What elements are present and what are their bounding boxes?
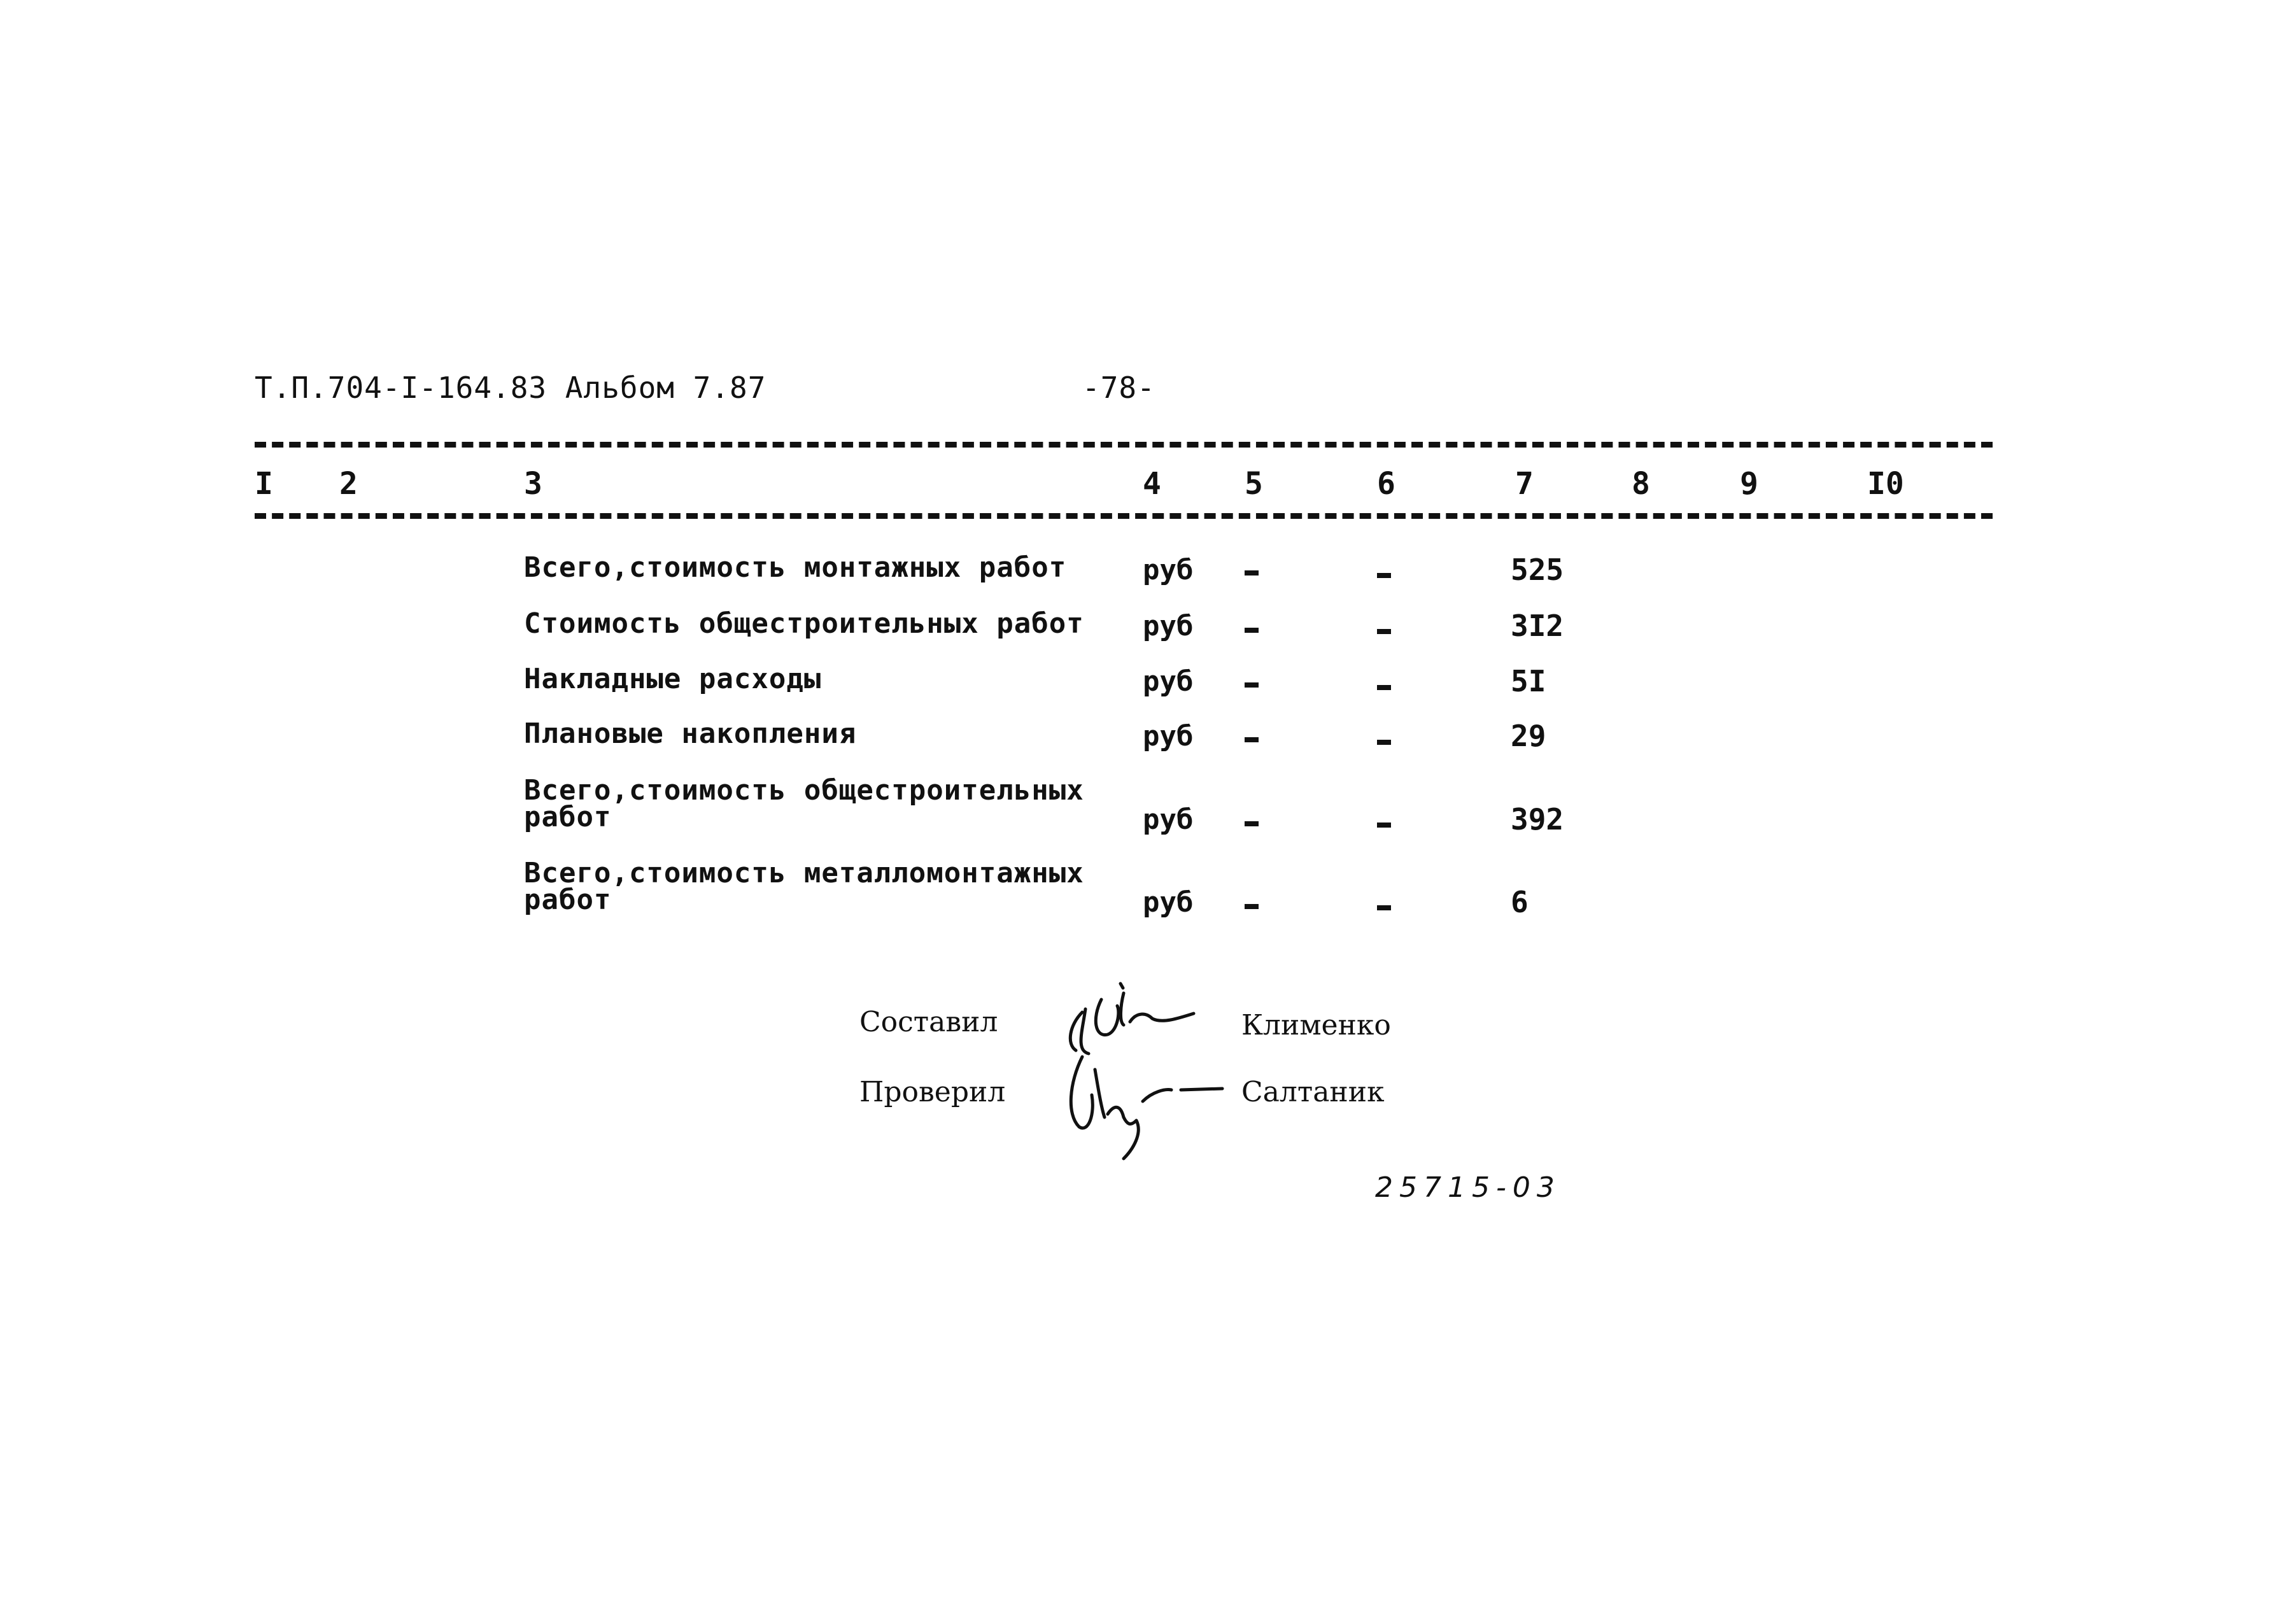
signature-checked [1057,1044,1235,1165]
row-unit: руб [1143,665,1194,698]
document-code: Т.П.704-I-164.83 Альбом 7.87 [255,371,766,405]
row-dash-col5 [1245,628,1259,633]
column-number: 8 [1632,466,1650,502]
column-number: 9 [1740,466,1758,502]
row-name-continued: работ [524,884,612,916]
row-unit: руб [1143,803,1194,836]
column-number: 5 [1245,466,1263,502]
column-number: 7 [1515,466,1534,502]
table-header-rule [255,513,1993,519]
column-number: I0 [1867,466,1904,502]
row-name-continued: работ [524,801,612,833]
row-name: Накладные расходы [524,663,822,695]
row-unit: руб [1143,886,1194,919]
row-dash-col5 [1245,737,1259,742]
row-value: 525 [1511,553,1564,587]
row-value: 29 [1511,719,1546,753]
table-top-rule [255,442,1993,448]
row-dash-col6 [1377,629,1391,634]
page-number: -78- [1082,371,1155,405]
row-dash-col6 [1377,740,1391,745]
row-dash-col6 [1377,685,1391,690]
row-name: Всего,стоимость монтажных работ [524,551,1067,584]
row-dash-col5 [1245,682,1259,688]
compiled-by-name: Клименко [1241,1009,1391,1041]
checked-by-name: Салтаник [1241,1076,1385,1108]
row-value: 3I2 [1511,609,1564,643]
row-name: Всего,стоимость металломонтажных [524,857,1084,889]
row-dash-col5 [1245,570,1259,575]
row-name: Стоимость общестроительных работ [524,607,1084,640]
column-number: I [255,466,273,502]
column-number: 2 [339,466,358,502]
row-unit: руб [1143,720,1194,752]
row-dash-col6 [1377,823,1391,828]
checked-by-label: Проверил [859,1076,1006,1108]
row-dash-col6 [1377,905,1391,910]
row-value: 6 [1511,885,1529,919]
document-number: 25715-03 [1375,1171,1561,1204]
row-unit: руб [1143,610,1194,642]
row-value: 392 [1511,802,1564,837]
row-value: 5I [1511,664,1546,698]
column-number: 4 [1143,466,1161,502]
row-unit: руб [1143,554,1194,586]
row-dash-col6 [1377,573,1391,578]
column-number: 3 [524,466,542,502]
column-number: 6 [1377,466,1395,502]
row-dash-col5 [1245,821,1259,826]
row-name: Всего,стоимость общестроительных [524,774,1084,807]
compiled-by-label: Составил [859,1006,998,1038]
row-dash-col5 [1245,904,1259,909]
row-name: Плановые накопления [524,717,857,750]
